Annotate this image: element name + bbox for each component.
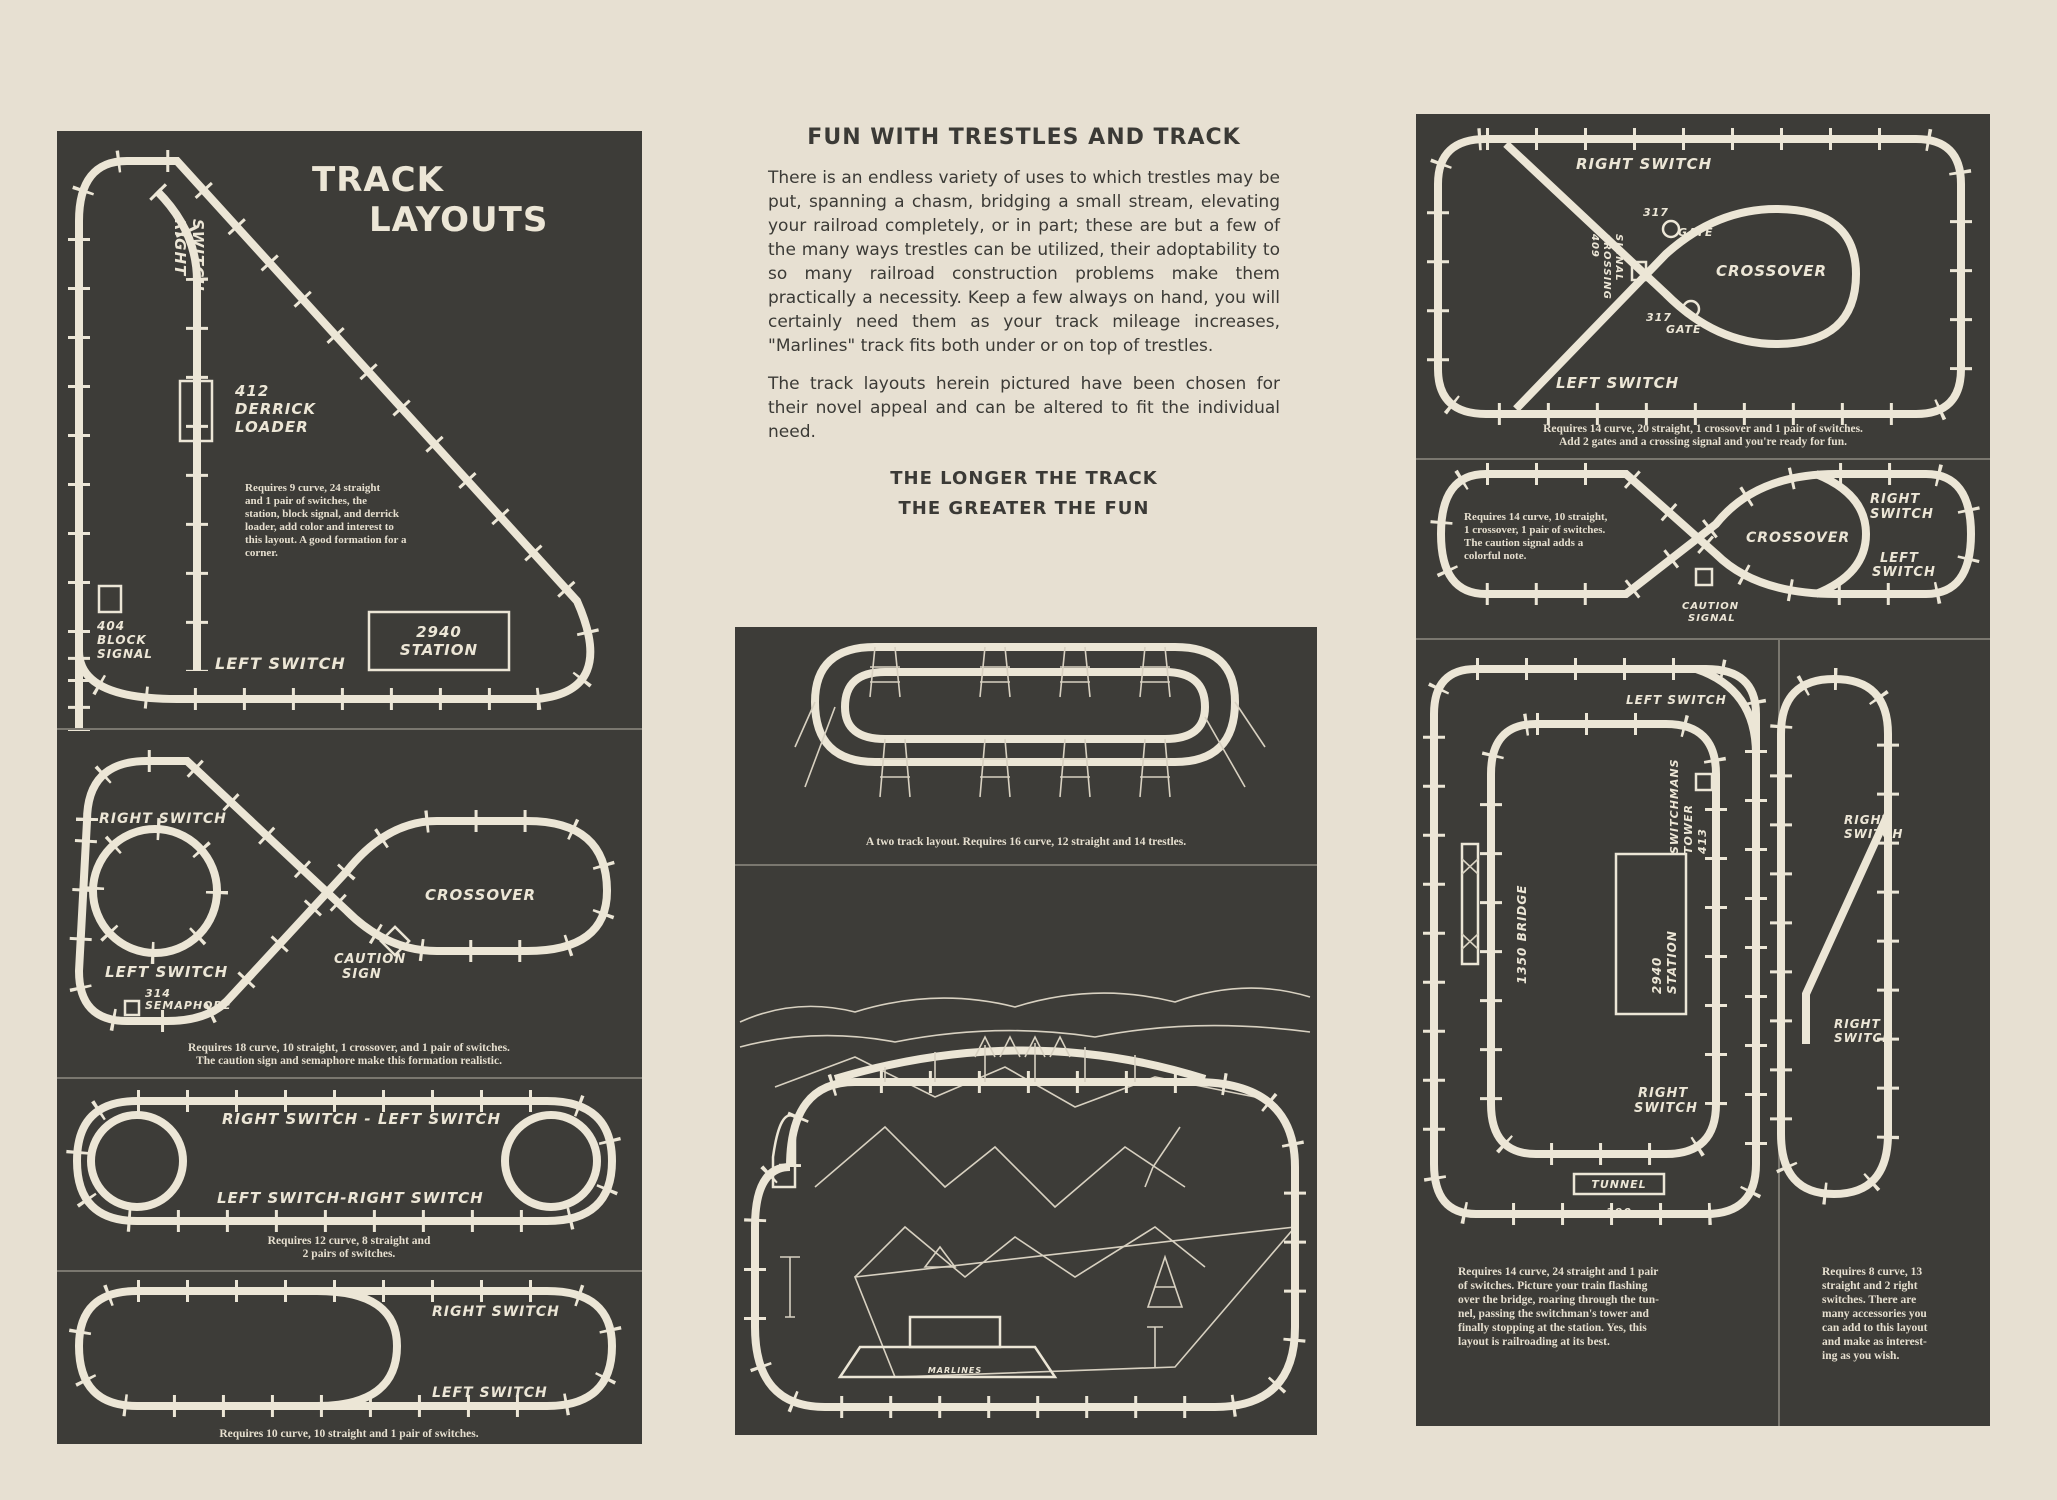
label-l5-right-switch: RIGHT SWITCH (1576, 155, 1713, 173)
l3-caption-2: 2 pairs of switches. (302, 1248, 396, 1260)
nested-oval-layout (1434, 669, 1756, 1214)
middle-panel-drawing (735, 627, 1317, 1435)
label-right-switch-1: RIGHT (171, 219, 189, 277)
label-derrick-2: DERRICK (235, 400, 317, 418)
label-l7-tower-2: TOWER (1682, 804, 1695, 854)
label-block-3: SIGNAL (97, 647, 153, 661)
intro-paragraph-1: There is an endless variety of uses to which trestles may be put, spanning a chasm, bridging a small stream, elevating your railroad completely, or in part; these are but a few of the many ways trestles can be utilized, their adoptability to so many railroad construction problems make them practically a necessity. Keep a few always on hand, you will certainly need them as your track mileage increases, "Marlines" track fits both under or on top of trestles. (768, 168, 1280, 356)
trestle-oval (795, 647, 1265, 797)
svg-text:and 1 pair of switches, the: and 1 pair of switches, the (245, 495, 368, 507)
triangle-layout (79, 161, 590, 731)
label-l5-gate-bottom-2: GATE (1666, 323, 1702, 336)
label-l6-crossover: CROSSOVER (1746, 530, 1851, 546)
label-l6-right-1: RIGHT (1870, 492, 1921, 507)
label-l5-gate-bottom-1: 317 (1646, 311, 1672, 324)
svg-text:loader, add color and interest: loader, add color and interest to (245, 521, 394, 533)
svg-text:over the bridge, roaring throu: over the bridge, roaring through the tun- (1458, 1294, 1659, 1306)
l4-caption: Requires 10 curve, 10 straight and 1 pair of switches. (219, 1428, 479, 1440)
svg-text:finally stopping at the statio: finally stopping at the station. Yes, this (1458, 1322, 1647, 1334)
l8-caption (1822, 1266, 1928, 1362)
svg-text:layout is railroading at its b: layout is railroading at its best. (1458, 1336, 1610, 1348)
slogan (768, 464, 1280, 524)
label-l7-station-2: STATION (1665, 930, 1679, 994)
svg-text:colorful note.: colorful note. (1464, 550, 1527, 562)
label-l5-gate-top-2: GATE (1678, 226, 1714, 239)
svg-text:nel, passing the switchman's t: nel, passing the switchman's tower and (1458, 1308, 1649, 1320)
label-l4-right-switch: RIGHT SWITCH (432, 1304, 560, 1320)
label-l7-tower-3: 413 (1696, 828, 1709, 854)
label-right-switch-2: SWITCH (189, 219, 207, 292)
label-l7-left-switch: LEFT SWITCH (1626, 693, 1727, 707)
label-l2-right-switch: RIGHT SWITCH (99, 811, 227, 827)
label-station-2: STATION (399, 641, 479, 659)
svg-text:and make as interest-: and make as interest- (1822, 1336, 1927, 1348)
intro-heading: FUN WITH TRESTLES AND TRACK (807, 125, 1241, 150)
svg-text:1 crossover, 1 pair of switche: 1 crossover, 1 pair of switches. (1464, 524, 1606, 536)
label-l2-semaphore-1: 314 (145, 987, 171, 1000)
label-l7-right-1: RIGHT (1638, 1086, 1689, 1101)
label-l3-top: RIGHT SWITCH - LEFT SWITCH (222, 1110, 502, 1128)
label-l6-caution-2: SIGNAL (1688, 613, 1736, 624)
svg-text:corner.: corner. (245, 547, 278, 559)
label-l7-right-2: SWITCH (1634, 1101, 1698, 1116)
layout1-caption (245, 482, 407, 559)
label-l7-tunnel: TUNNEL (1591, 1178, 1647, 1191)
label-l7-tower-1: SWITCHMANS (1668, 758, 1681, 854)
label-l8-right-bot-1: RIGHT (1834, 1017, 1881, 1031)
trestle-caption: A two track layout. Requires 16 curve, 12 straight and 14 trestles. (865, 836, 1187, 848)
station-sign: MARLINES (927, 1366, 983, 1375)
label-l2-crossover: CROSSOVER (425, 886, 537, 904)
label-l8-right-top-2: SWITCH (1844, 827, 1904, 841)
label-l2-caution-1: CAUTION (334, 952, 407, 967)
l6-caption (1464, 511, 1608, 562)
l3-caption-1: Requires 12 curve, 8 straight and (267, 1235, 431, 1247)
right-panel-drawing (1416, 114, 1990, 1426)
l7-caption (1458, 1266, 1659, 1348)
svg-text:ing as you wish.: ing as you wish. (1822, 1350, 1900, 1362)
left-panel-drawing (57, 131, 642, 1444)
slogan-line-2: THE GREATER THE FUN (898, 498, 1150, 519)
label-l5-crossover: CROSSOVER (1716, 262, 1828, 280)
label-derrick-3: LOADER (235, 418, 309, 436)
label-block-2: BLOCK (97, 633, 147, 647)
label-block-1: 404 (97, 619, 126, 633)
svg-text:many accessories you: many accessories you (1822, 1308, 1927, 1320)
svg-text:this layout. A good formation: this layout. A good formation for a (245, 534, 407, 546)
right-track-layouts-panel (1416, 114, 1990, 1426)
label-l5-gate-top-1: 317 (1643, 206, 1669, 219)
label-l5-signal-1: 409 (1589, 234, 1600, 258)
label-l3-bottom: LEFT SWITCH-RIGHT SWITCH (217, 1189, 484, 1207)
svg-text:station, block signal, and der: station, block signal, and derrick (245, 508, 400, 520)
track-title-line1: TRACK (312, 160, 444, 200)
scenic-layout (740, 988, 1310, 1407)
label-l6-left-1: LEFT (1880, 551, 1919, 566)
svg-text:switches. There are: switches. There are (1822, 1294, 1917, 1306)
label-l5-left-switch: LEFT SWITCH (1556, 374, 1680, 392)
intro-text-block (768, 125, 1280, 524)
label-l6-caution-1: CAUTION (1682, 601, 1740, 612)
l2-caption-1: Requires 18 curve, 10 straight, 1 crossover, and 1 pair of switches. (188, 1042, 510, 1054)
label-l8-right-top-1: RIGHT (1844, 813, 1891, 827)
label-l8-right-bot-2: SWITCH (1834, 1031, 1894, 1045)
svg-text:Requires 9 curve, 24 straight: Requires 9 curve, 24 straight (245, 482, 381, 494)
narrow-oval-layout (1781, 679, 1888, 1194)
label-l2-semaphore-2: SEMAPHORE (145, 999, 232, 1012)
svg-text:Requires 8 curve, 13: Requires 8 curve, 13 (1822, 1266, 1923, 1278)
label-l2-left-switch: LEFT SWITCH (105, 963, 229, 981)
label-derrick-1: 412 (235, 382, 270, 400)
label-l5-signal-3: SIGNAL (1613, 234, 1624, 282)
label-l7-bridge: 1350 BRIDGE (1515, 884, 1529, 984)
label-l7-tunnel-num: 390 (1606, 1206, 1632, 1219)
middle-trestle-panel (735, 627, 1317, 1435)
l5-caption-1: Requires 14 curve, 20 straight, 1 crossover and 1 pair of switches. (1543, 423, 1863, 435)
label-l6-right-2: SWITCH (1870, 507, 1934, 522)
svg-text:straight and 2 right: straight and 2 right (1822, 1280, 1918, 1292)
intro-paragraph-2: The track layouts herein pictured have been chosen for their novel appeal and can be altered to fit the individual need. (768, 374, 1280, 442)
svg-text:of switches. Picture your trai: of switches. Picture your train flashing (1458, 1280, 1648, 1292)
slogan-line-1: THE LONGER THE TRACK (890, 468, 1158, 489)
label-left-switch: LEFT SWITCH (215, 654, 346, 673)
svg-text:Requires 14 curve, 24 straight: Requires 14 curve, 24 straight and 1 pair (1458, 1266, 1659, 1278)
label-l2-caution-2: SIGN (342, 967, 382, 982)
svg-text:can add to this layout: can add to this layout (1822, 1322, 1928, 1334)
svg-text:Requires 14 curve, 10 straight: Requires 14 curve, 10 straight, (1464, 511, 1608, 523)
label-l4-left-switch: LEFT SWITCH (432, 1385, 548, 1401)
label-station-1: 2940 (416, 623, 462, 641)
l2-caption-2: The caution sign and semaphore make this formation realistic. (196, 1055, 502, 1067)
label-l6-left-2: SWITCH (1872, 565, 1936, 580)
left-track-layouts-panel (57, 131, 642, 1444)
label-l5-signal-2: CROSSING (1601, 234, 1612, 300)
svg-text:The caution signal adds a: The caution signal adds a (1464, 537, 1584, 549)
oval-figure-eight-layout (1438, 139, 1961, 414)
l5-caption-2: Add 2 gates and a crossing signal and you're ready for fun. (1559, 436, 1847, 448)
label-l7-station-1: 2940 (1650, 956, 1664, 994)
track-title-line2: LAYOUTS (369, 200, 549, 240)
